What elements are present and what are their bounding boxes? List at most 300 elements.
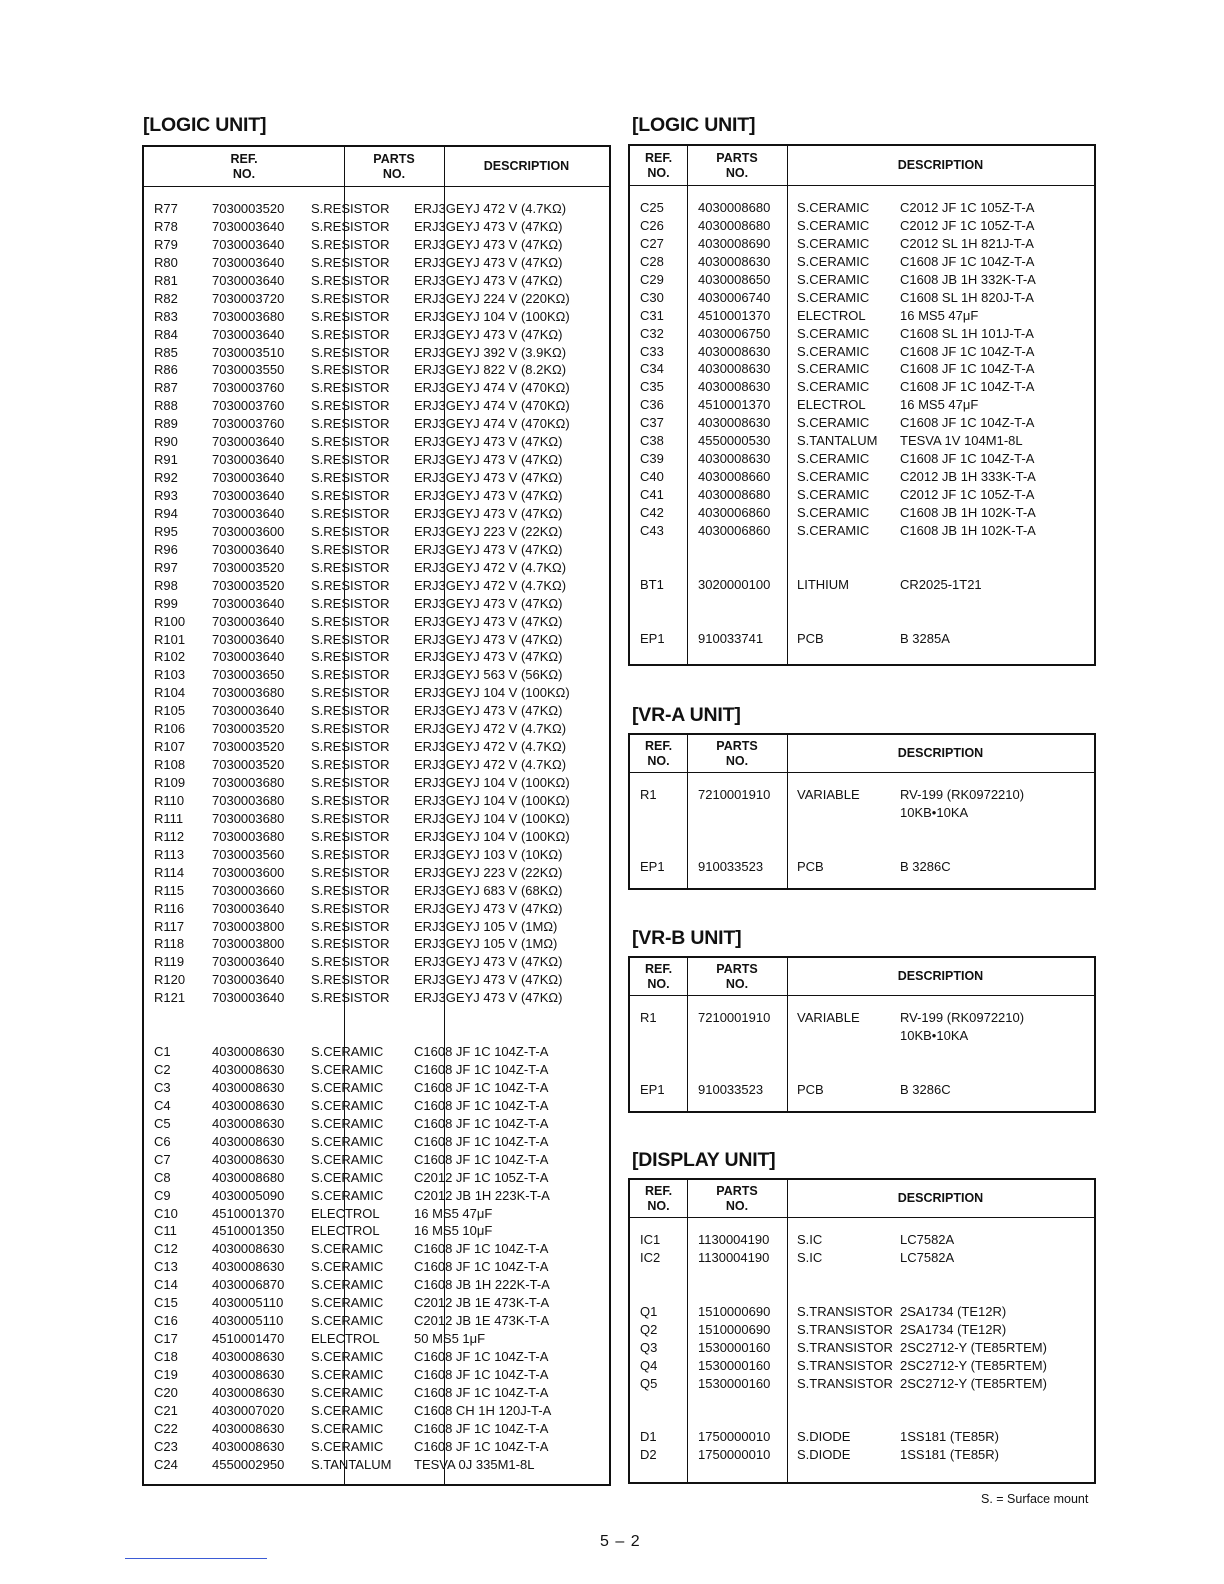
- cell-description: ERJ3GEYJ 472 V (4.7KΩ): [414, 739, 567, 755]
- cell-description: ERJ3GEYJ 104 V (100KΩ): [414, 828, 570, 844]
- cell-ref-no: R108: [154, 757, 186, 773]
- cell-parts-no: 4510001370: [212, 1205, 285, 1221]
- cell-parts-no: 4510001370: [698, 307, 771, 323]
- cell-description: C1608 JB 1H 222K-T-A: [414, 1277, 550, 1293]
- table-row: [630, 522, 1094, 540]
- cell-ref-no: D2: [640, 1447, 657, 1463]
- table-row: [144, 487, 609, 505]
- cell-ref-no: C30: [640, 289, 664, 305]
- cell-type: S.CERAMIC: [311, 1420, 384, 1436]
- table-row: [630, 199, 1094, 217]
- header-description: DESCRIPTION: [897, 1191, 984, 1205]
- cell-type: S.CERAMIC: [311, 1349, 384, 1365]
- cell-description: LC7582A: [900, 1232, 955, 1247]
- table-row: [144, 864, 609, 882]
- cell-description: ERJ3GEYJ 473 V (47KΩ): [414, 326, 563, 342]
- cell-description: ERJ3GEYJ 473 V (47KΩ): [414, 595, 563, 611]
- table-row: [144, 918, 609, 936]
- cell-parts-no: 4030008680: [698, 487, 771, 502]
- cell-parts-no: 7210001910: [698, 1010, 771, 1025]
- cell-ref-no: C33: [640, 343, 664, 359]
- cell-description: 10KB•10KA: [900, 804, 969, 820]
- cell-parts-no: 7030003640: [212, 900, 285, 916]
- cell-type: S.RESISTOR: [311, 344, 390, 360]
- cell-type: S.RESISTOR: [311, 757, 390, 773]
- cell-description: C1608 JF 1C 104Z-T-A: [414, 1151, 549, 1167]
- cell-ref-no: R97: [154, 559, 178, 575]
- cell-description: 2SA1734 (TE12R): [900, 1303, 1007, 1319]
- cell-description: C1608 JF 1C 104Z-T-A: [900, 253, 1035, 269]
- section-title-display-unit: [DISPLAY UNIT]: [632, 1149, 776, 1171]
- cell-type: S.CERAMIC: [797, 200, 870, 215]
- cell-parts-no: 4030008630: [212, 1438, 285, 1454]
- cell-parts-no: 1530000160: [698, 1375, 771, 1391]
- cell-parts-no: 1130004190: [698, 1232, 770, 1247]
- cell-type: S.RESISTOR: [311, 434, 390, 450]
- cell-parts-no: 4030008630: [212, 1384, 285, 1400]
- table-row: [144, 415, 609, 433]
- table-header: [144, 147, 609, 187]
- cell-description: RV-199 (RK0972210): [900, 787, 1025, 802]
- cell-type: ELECTROL: [797, 307, 866, 323]
- cell-description: C1608 SL 1H 820J-T-A: [900, 289, 1034, 305]
- table-body: [630, 1009, 1094, 1099]
- table-row: [144, 738, 609, 756]
- cell-type: S.CERAMIC: [797, 469, 870, 485]
- cell-description: ERJ3GEYJ 392 V (3.9KΩ): [414, 344, 567, 360]
- cell-description: ERJ3GEYJ 473 V (47KΩ): [414, 972, 563, 988]
- cell-parts-no: 7030003650: [212, 667, 285, 683]
- cell-type: ELECTROL: [311, 1205, 380, 1221]
- cell-description: ERJ3GEYJ 104 V (100KΩ): [414, 685, 570, 701]
- table-row: [144, 613, 609, 631]
- cell-parts-no: 4030008630: [212, 1097, 285, 1113]
- header-parts-no: PARTS: [716, 1184, 758, 1198]
- table-row: [144, 1222, 609, 1240]
- cell-parts-no: 7030003680: [212, 685, 285, 701]
- cell-parts-no: 7030003680: [212, 308, 285, 324]
- table-row: [630, 307, 1094, 325]
- cell-parts-no: 7030003640: [212, 649, 285, 665]
- cell-type: S.RESISTOR: [311, 613, 390, 629]
- cell-type: S.RESISTOR: [311, 882, 390, 898]
- cell-description: ERJ3GEYJ 473 V (47KΩ): [414, 218, 563, 234]
- cell-ref-no: Q3: [640, 1339, 658, 1355]
- table-row: [144, 631, 609, 649]
- header-parts-no-line2: NO.: [725, 166, 749, 180]
- cell-parts-no: 7030003660: [212, 882, 285, 898]
- cell-ref-no: C16: [154, 1313, 178, 1329]
- cell-ref-no: C17: [154, 1331, 178, 1347]
- cell-ref-no: C4: [154, 1097, 171, 1113]
- table-row: [144, 1438, 609, 1456]
- table-row: [144, 469, 609, 487]
- table-row: [630, 1231, 1094, 1249]
- table-row: [144, 720, 609, 738]
- cell-type: S.RESISTOR: [311, 272, 390, 288]
- cell-description: 1SS181 (TE85R): [900, 1429, 999, 1445]
- cell-description: C1608 JF 1C 104Z-T-A: [900, 343, 1035, 359]
- cell-description: C1608 JF 1C 104Z-T-A: [414, 1349, 549, 1365]
- cell-ref-no: R85: [154, 344, 178, 360]
- header-parts-no-line2: NO.: [725, 977, 749, 991]
- cell-parts-no: 4030007020: [212, 1402, 285, 1418]
- table-row: [144, 218, 609, 236]
- cell-description: ERJ3GEYJ 822 V (8.2KΩ): [414, 362, 567, 378]
- table-row: [144, 1330, 609, 1348]
- cell-description: ERJ3GEYJ 473 V (47KΩ): [414, 900, 563, 916]
- section-title-vr-a-unit: [VR-A UNIT]: [632, 704, 741, 726]
- cell-type: S.RESISTOR: [311, 936, 390, 952]
- header-ref-no-line2: NO.: [232, 167, 256, 181]
- table-row: [144, 648, 609, 666]
- cell-type: S.CERAMIC: [797, 415, 870, 431]
- footnote-surface-mount: S. = Surface mount: [981, 1492, 1089, 1506]
- parts-table-display-unit: [628, 1178, 1096, 1484]
- table-row: [630, 343, 1094, 361]
- cell-type: S.RESISTOR: [311, 792, 390, 808]
- cell-parts-no: 7030003800: [212, 936, 285, 952]
- table-row: [630, 1357, 1094, 1375]
- row-spacer: [144, 1007, 609, 1043]
- header-parts-no-line2: NO.: [725, 754, 749, 768]
- cell-description: C2012 JB 1E 473K-T-A: [414, 1313, 550, 1329]
- cell-parts-no: 4030008630: [698, 379, 771, 395]
- cell-parts-no: 7030003640: [212, 505, 285, 521]
- cell-parts-no: 7030003640: [212, 434, 285, 450]
- cell-description: C2012 JB 1E 473K-T-A: [414, 1295, 550, 1311]
- cell-ref-no: R109: [154, 775, 186, 790]
- cell-ref-no: Q4: [640, 1357, 658, 1373]
- table-row: [144, 433, 609, 451]
- cell-type: S.RESISTOR: [311, 290, 390, 306]
- cell-type: S.CERAMIC: [797, 253, 870, 269]
- cell-parts-no: 7030003640: [212, 954, 285, 970]
- cell-parts-no: 7030003640: [212, 470, 285, 486]
- cell-type: ELECTROL: [797, 397, 866, 413]
- cell-ref-no: R101: [154, 631, 186, 647]
- cell-parts-no: 7030003640: [212, 613, 285, 629]
- table-row: [144, 971, 609, 989]
- table-row: [144, 1420, 609, 1438]
- table-body: [144, 200, 609, 1474]
- table-header: [630, 958, 1094, 996]
- table-row: [144, 1312, 609, 1330]
- cell-description: ERJ3GEYJ 473 V (47KΩ): [414, 236, 563, 252]
- cell-ref-no: C18: [154, 1349, 178, 1365]
- cell-ref-no: R106: [154, 721, 186, 737]
- cell-type: S.IC: [797, 1232, 823, 1247]
- table-row: [144, 1384, 609, 1402]
- cell-ref-no: IC2: [640, 1249, 661, 1265]
- cell-description: 10KB•10KA: [900, 1027, 969, 1043]
- cell-parts-no: 4030008660: [698, 469, 771, 485]
- cell-parts-no: 4030008630: [212, 1079, 285, 1095]
- cell-type: S.CERAMIC: [797, 235, 870, 251]
- cell-type: PCB: [797, 630, 824, 646]
- cell-ref-no: R95: [154, 523, 178, 539]
- table-header: [630, 1180, 1094, 1218]
- table-row: [144, 361, 609, 379]
- table-row: [144, 935, 609, 953]
- table-row: [630, 486, 1094, 504]
- cell-ref-no: R77: [154, 201, 178, 216]
- cell-description: ERJ3GEYJ 472 V (4.7KΩ): [414, 757, 567, 773]
- cell-description: ERJ3GEYJ 105 V (1MΩ): [414, 936, 558, 952]
- table-row: [144, 846, 609, 864]
- table-row: [630, 858, 1094, 876]
- cell-type: S.RESISTOR: [311, 470, 390, 486]
- cell-ref-no: C29: [640, 271, 664, 287]
- table-row: [144, 1456, 609, 1474]
- header-description: DESCRIPTION: [897, 746, 984, 760]
- row-spacer: [630, 540, 1094, 576]
- section-title-logic-unit: [LOGIC UNIT]: [143, 114, 267, 136]
- cell-ref-no: C32: [640, 325, 664, 341]
- cell-type: S.RESISTOR: [311, 667, 390, 683]
- cell-ref-no: R115: [154, 882, 185, 898]
- cell-parts-no: 4510001470: [212, 1331, 285, 1347]
- table-row: [144, 882, 609, 900]
- cell-ref-no: R78: [154, 218, 178, 234]
- table-row: [144, 1205, 609, 1223]
- cell-type: S.RESISTOR: [311, 864, 390, 880]
- cell-type: S.RESISTOR: [311, 201, 390, 216]
- header-parts-no-line2: NO.: [382, 167, 406, 181]
- cell-ref-no: C15: [154, 1295, 178, 1311]
- cell-ref-no: C14: [154, 1277, 178, 1293]
- cell-parts-no: 4030005090: [212, 1187, 285, 1203]
- cell-description: ERJ3GEYJ 683 V (68KΩ): [414, 882, 563, 898]
- cell-type: S.TRANSISTOR: [797, 1357, 893, 1373]
- cell-parts-no: 7030003520: [212, 577, 285, 593]
- table-row: [144, 1061, 609, 1079]
- cell-description: TESVA 1V 104M1-8L: [900, 433, 1023, 449]
- cell-type: S.RESISTOR: [311, 505, 390, 521]
- cell-ref-no: R96: [154, 541, 178, 557]
- table-row: [630, 414, 1094, 432]
- cell-parts-no: 910033523: [698, 1081, 764, 1097]
- cell-ref-no: R94: [154, 505, 178, 521]
- cell-ref-no: R103: [154, 667, 186, 683]
- cell-ref-no: C35: [640, 379, 664, 395]
- row-spacer: [630, 822, 1094, 858]
- cell-type: S.CERAMIC: [311, 1097, 384, 1113]
- table-row: [630, 378, 1094, 396]
- cell-description: 16 MS5 47μF: [900, 307, 979, 323]
- cell-ref-no: C25: [640, 200, 664, 215]
- header-ref-no-line2: NO.: [647, 977, 670, 991]
- cell-type: S.RESISTOR: [311, 595, 390, 611]
- cell-ref-no: R80: [154, 254, 178, 270]
- parts-table-vr-a-unit: [628, 733, 1096, 890]
- cell-ref-no: R112: [154, 828, 185, 844]
- cell-description: 2SC2712-Y (TE85RTEM): [900, 1375, 1047, 1391]
- table-row: [630, 1027, 1094, 1045]
- table-header: [630, 146, 1094, 186]
- cell-description: C2012 JB 1H 223K-T-A: [414, 1187, 550, 1203]
- cell-parts-no: 4030008630: [212, 1366, 285, 1382]
- parts-table-logic-unit-continued: [628, 144, 1096, 666]
- table-row: [630, 804, 1094, 822]
- table-row: [144, 344, 609, 362]
- table-row: [630, 396, 1094, 414]
- cell-type: S.RESISTOR: [311, 362, 390, 378]
- cell-parts-no: 1530000160: [698, 1357, 771, 1373]
- table-body: [630, 199, 1094, 647]
- cell-ref-no: C6: [154, 1133, 171, 1149]
- cell-ref-no: R87: [154, 380, 178, 396]
- parts-table-vr-b-unit: [628, 956, 1096, 1113]
- cell-ref-no: R90: [154, 434, 178, 450]
- cell-ref-no: R84: [154, 326, 178, 342]
- cell-ref-no: R113: [154, 846, 185, 862]
- table-row: [144, 953, 609, 971]
- cell-ref-no: C38: [640, 433, 664, 449]
- table-row: [144, 595, 609, 613]
- table-row: [630, 576, 1094, 594]
- table-row: [630, 217, 1094, 235]
- cell-type: S.CERAMIC: [797, 379, 870, 395]
- header-ref-no-line2: NO.: [647, 1199, 670, 1213]
- table-row: [630, 271, 1094, 289]
- cell-description: ERJ3GEYJ 104 V (100KΩ): [414, 775, 570, 790]
- cell-parts-no: 7030003520: [212, 721, 285, 737]
- cell-ref-no: C20: [154, 1384, 178, 1400]
- table-row: [144, 1402, 609, 1420]
- table-row: [144, 828, 609, 846]
- cell-type: S.CERAMIC: [797, 343, 870, 359]
- cell-type: S.DIODE: [797, 1447, 851, 1463]
- cell-parts-no: 7030003520: [212, 559, 285, 575]
- cell-ref-no: R116: [154, 900, 185, 916]
- cell-type: S.RESISTOR: [311, 918, 390, 934]
- cell-ref-no: R1: [640, 1010, 657, 1025]
- cell-ref-no: R82: [154, 290, 178, 306]
- cell-description: C1608 JF 1C 104Z-T-A: [900, 361, 1035, 377]
- cell-type: S.RESISTOR: [311, 541, 390, 557]
- cell-ref-no: C8: [154, 1169, 171, 1185]
- cell-description: C1608 JB 1H 332K-T-A: [900, 271, 1036, 287]
- cell-ref-no: R119: [154, 954, 185, 970]
- cell-ref-no: R86: [154, 362, 178, 378]
- table-row: [630, 1303, 1094, 1321]
- cell-type: S.RESISTOR: [311, 810, 390, 826]
- table-row: [630, 786, 1094, 804]
- cell-description: C2012 JF 1C 105Z-T-A: [900, 200, 1035, 215]
- header-parts-no: PARTS: [716, 962, 758, 976]
- cell-description: 16 MS5 47μF: [414, 1205, 493, 1221]
- cell-type: S.RESISTOR: [311, 326, 390, 342]
- cell-description: C2012 JF 1C 105Z-T-A: [900, 487, 1035, 502]
- cell-description: ERJ3GEYJ 104 V (100KΩ): [414, 792, 570, 808]
- table-row: [630, 432, 1094, 450]
- cell-parts-no: 910033523: [698, 858, 764, 874]
- cell-description: C1608 JF 1C 104Z-T-A: [414, 1241, 549, 1257]
- cell-ref-no: Q2: [640, 1321, 658, 1337]
- table-row: [630, 235, 1094, 253]
- cell-ref-no: R100: [154, 613, 186, 629]
- cell-description: CR2025-1T21: [900, 576, 982, 592]
- header-ref-no: REF.: [644, 151, 673, 165]
- table-row: [144, 1366, 609, 1384]
- table-row: [144, 684, 609, 702]
- cell-type: S.RESISTOR: [311, 308, 390, 324]
- cell-ref-no: R98: [154, 577, 178, 593]
- table-row: [144, 236, 609, 254]
- cell-description: C1608 JF 1C 104Z-T-A: [900, 451, 1035, 467]
- cell-description: ERJ3GEYJ 473 V (47KΩ): [414, 470, 563, 486]
- cell-type: S.RESISTOR: [311, 649, 390, 665]
- cell-description: 50 MS5 1μF: [414, 1331, 486, 1347]
- cell-ref-no: R88: [154, 398, 178, 414]
- table-row: [630, 630, 1094, 648]
- cell-ref-no: C5: [154, 1115, 171, 1131]
- cell-type: LITHIUM: [797, 576, 849, 592]
- cell-parts-no: 4030006750: [698, 325, 771, 341]
- cell-description: ERJ3GEYJ 472 V (4.7KΩ): [414, 721, 567, 737]
- cell-ref-no: C11: [154, 1223, 177, 1239]
- table-row: [144, 541, 609, 559]
- cell-parts-no: 7030003680: [212, 792, 285, 808]
- cell-parts-no: 7030003600: [212, 523, 285, 539]
- cell-ref-no: C40: [640, 469, 664, 485]
- cell-type: S.CERAMIC: [311, 1384, 384, 1400]
- cell-type: S.CERAMIC: [797, 217, 870, 233]
- table-row: [144, 1276, 609, 1294]
- cell-type: S.CERAMIC: [311, 1062, 384, 1078]
- cell-ref-no: R93: [154, 488, 178, 503]
- cell-description: C1608 JF 1C 104Z-T-A: [414, 1062, 549, 1078]
- cell-type: S.TRANSISTOR: [797, 1375, 893, 1391]
- table-row: [144, 577, 609, 595]
- cell-parts-no: 1750000010: [698, 1447, 771, 1463]
- cell-parts-no: 910033741: [698, 630, 764, 646]
- cell-description: C2012 JF 1C 105Z-T-A: [414, 1169, 549, 1185]
- cell-parts-no: 4030008630: [212, 1062, 285, 1078]
- cell-ref-no: R102: [154, 649, 186, 665]
- header-parts-no-line2: NO.: [725, 1199, 749, 1213]
- cell-type: S.RESISTOR: [311, 218, 390, 234]
- cell-ref-no: R110: [154, 792, 185, 808]
- cell-parts-no: 7030003760: [212, 380, 285, 396]
- cell-ref-no: R83: [154, 308, 178, 324]
- cell-parts-no: 7030003640: [212, 452, 285, 468]
- cell-parts-no: 4030008680: [698, 217, 771, 233]
- cell-parts-no: 4030006860: [698, 522, 771, 538]
- table-row: [144, 1151, 609, 1169]
- cell-parts-no: 4030008630: [212, 1151, 285, 1167]
- cell-type: S.TANTALUM: [311, 1456, 392, 1472]
- cell-parts-no: 7030003640: [212, 595, 285, 611]
- cell-ref-no: C1: [154, 1044, 171, 1060]
- header-parts-no: PARTS: [716, 151, 758, 165]
- page-number: 5 – 2: [600, 1533, 641, 1550]
- cell-type: S.RESISTOR: [311, 380, 390, 396]
- cell-type: S.RESISTOR: [311, 236, 390, 252]
- cell-description: ERJ3GEYJ 223 V (22KΩ): [414, 864, 563, 880]
- table-row: [144, 1097, 609, 1115]
- cell-type: S.CERAMIC: [797, 271, 870, 287]
- table-row: [144, 666, 609, 684]
- cell-description: B 3286C: [900, 858, 951, 874]
- cell-parts-no: 7030003760: [212, 416, 285, 432]
- cell-parts-no: 4030008680: [698, 200, 771, 215]
- cell-parts-no: 4030008630: [698, 253, 771, 269]
- table-row: [630, 1009, 1094, 1027]
- table-row: [630, 253, 1094, 271]
- cell-type: S.RESISTOR: [311, 775, 390, 790]
